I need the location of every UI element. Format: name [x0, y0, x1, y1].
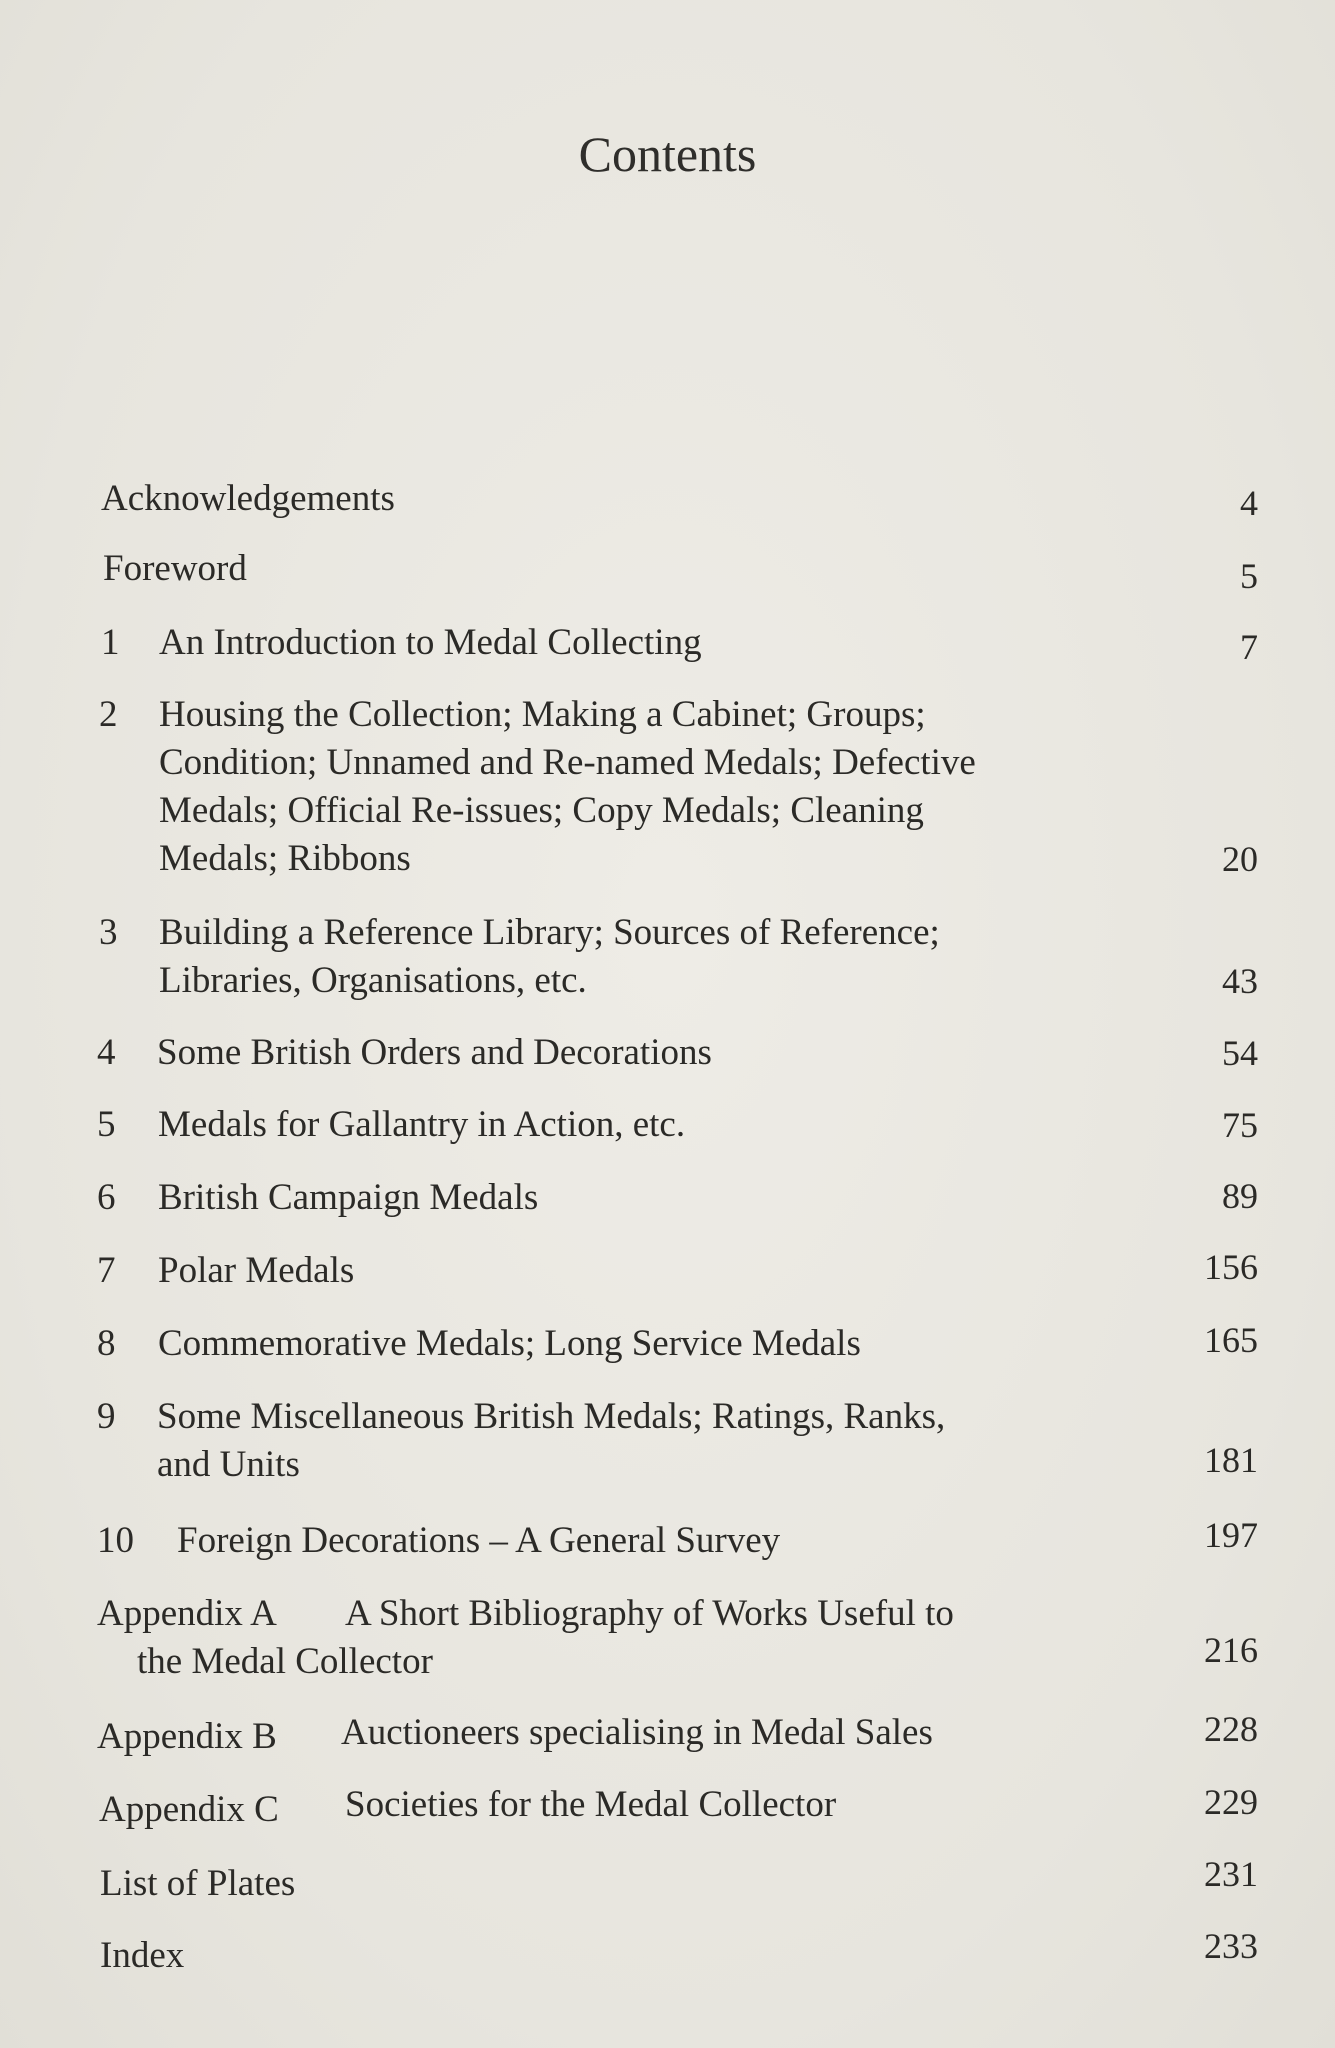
chapter-number: 6	[97, 1177, 116, 1218]
page-number: 89	[1222, 1176, 1258, 1216]
entry-title-line: Building a Reference Library; Sources of Reference;	[159, 912, 940, 953]
entry-title-continuation	[137, 1638, 433, 1686]
page-number: 216	[1204, 1630, 1258, 1670]
page-number: 43	[1222, 961, 1258, 1001]
entry-title	[341, 1709, 933, 1757]
chapter-number: 1	[101, 622, 120, 663]
entry-title	[158, 1247, 354, 1295]
chapter-number: 5	[97, 1104, 116, 1145]
entry-title-line: the Medal Collector	[137, 1641, 433, 1682]
chapter-number: 8	[97, 1323, 116, 1364]
page-number: 228	[1204, 1709, 1258, 1749]
entry-title	[177, 1517, 780, 1565]
entry-title-line: British Campaign Medals	[158, 1177, 539, 1218]
entry-title	[157, 1029, 712, 1077]
entry-title	[158, 1174, 538, 1222]
chapter-number: 7	[97, 1250, 116, 1291]
entry-title	[345, 1781, 836, 1829]
page-number: 5	[1240, 556, 1258, 596]
entry-title: Acknowledgements	[101, 478, 395, 519]
appendix-label: Appendix A	[97, 1593, 277, 1634]
entry-title-line: A Short Bibliography of Works Useful to	[345, 1593, 954, 1634]
entry-title	[159, 619, 702, 667]
entry-title-line: Libraries, Organisations, etc.	[159, 960, 587, 1001]
entry-title	[158, 1320, 861, 1368]
page-number: 4	[1240, 483, 1258, 523]
entry-title-line: Societies for the Medal Collector	[345, 1784, 837, 1825]
entry-title-line: Medals for Gallantry in Action, etc.	[158, 1104, 686, 1145]
entry-title-line: Medals; Official Re-issues; Copy Medals; Cleaning	[159, 790, 924, 831]
entry-title	[158, 1101, 685, 1149]
page-number: 156	[1204, 1247, 1258, 1287]
entry-title-line: An Introduction to Medal Collecting	[159, 622, 702, 663]
page-number: 181	[1204, 1440, 1258, 1480]
entry-title-line: Condition; Unnamed and Re-named Medals; Defective	[159, 742, 976, 783]
entry-title	[159, 909, 940, 1005]
entry-title: List of Plates	[100, 1863, 296, 1904]
entry-title	[159, 691, 976, 883]
page-number: 231	[1204, 1854, 1258, 1894]
entry-title-line: and Units	[157, 1444, 300, 1485]
chapter-number: 3	[99, 912, 118, 953]
entry-title-line: Housing the Collection; Making a Cabinet; Groups;	[159, 694, 926, 735]
chapter-number: 4	[97, 1032, 116, 1073]
chapter-number: 9	[97, 1396, 116, 1437]
entry-title-line: Polar Medals	[158, 1250, 355, 1291]
page-number: 197	[1204, 1515, 1258, 1555]
chapter-number: 10	[97, 1520, 134, 1561]
entry-title-line: Commemorative Medals; Long Service Medals	[158, 1323, 861, 1364]
entry-title-line: Some British Orders and Decorations	[157, 1032, 712, 1073]
entry-title	[157, 1393, 945, 1489]
page-number: 7	[1240, 627, 1258, 667]
entry-title: Foreword	[103, 548, 247, 589]
page-number: 75	[1222, 1105, 1258, 1145]
entry-title	[345, 1590, 954, 1638]
page-number: 165	[1204, 1320, 1258, 1360]
page-title: Contents	[578, 126, 757, 182]
appendix-label: Appendix C	[99, 1789, 279, 1830]
chapter-number: 2	[99, 694, 118, 735]
entry-title-line: Foreign Decorations – A General Survey	[177, 1520, 781, 1561]
page-number: 229	[1204, 1782, 1258, 1822]
entry-title-line: Medals; Ribbons	[159, 838, 411, 879]
page-number: 54	[1222, 1033, 1258, 1073]
page-number: 20	[1222, 839, 1258, 879]
page-number: 233	[1204, 1926, 1258, 1966]
appendix-label: Appendix B	[97, 1716, 277, 1757]
entry-title-line: Auctioneers specialising in Medal Sales	[341, 1712, 933, 1753]
entry-title-line: Some Miscellaneous British Medals; Ratings, Ranks,	[157, 1396, 946, 1437]
entry-title: Index	[100, 1935, 185, 1976]
